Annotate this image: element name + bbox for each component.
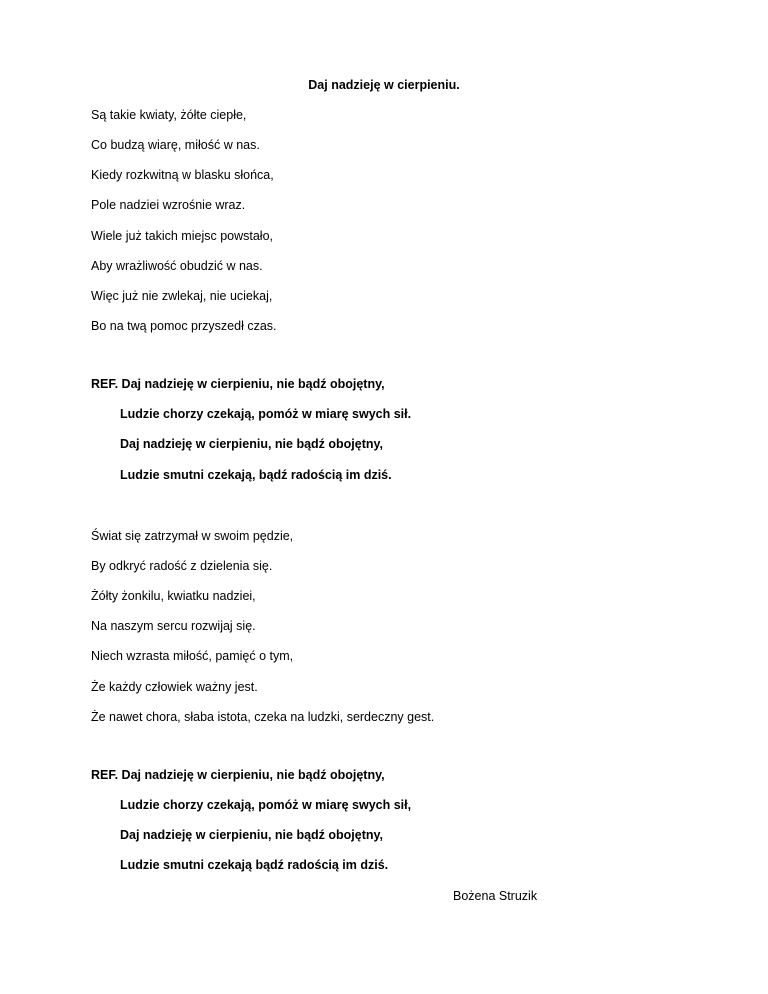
refrain2-line-3: Daj nadzieję w cierpieniu, nie bądź obojętny,	[120, 828, 384, 842]
verse2-line-2: By odkryć radość z dzielenia się.	[91, 559, 273, 573]
verse1-line-3: Kiedy rozkwitną w blasku słońca,	[91, 168, 274, 182]
verse1-line-6: Aby wrażliwość obudzić w nas.	[91, 259, 263, 273]
verse2-line-1: Świat się zatrzymał w swoim pędzie,	[91, 529, 294, 543]
refrain1-line-1: REF. Daj nadzieję w cierpieniu, nie bądź obojętny,	[91, 377, 385, 391]
verse1-line-1: Są takie kwiaty, żółte ciepłe,	[91, 108, 247, 122]
verse2-line-3: Żółty żonkilu, kwiatku nadziei,	[91, 589, 256, 603]
refrain2-line-4: Ludzie smutni czekają bądź radością im dziś.	[120, 858, 389, 872]
verse1-line-2: Co budzą wiarę, miłość w nas.	[91, 138, 260, 152]
refrain2-line-1: REF. Daj nadzieję w cierpieniu, nie bądź obojętny,	[91, 768, 385, 782]
verse2-line-5: Niech wzrasta miłość, pamięć o tym,	[91, 649, 294, 663]
verse1-line-8: Bo na twą pomoc przyszedł czas.	[91, 319, 277, 333]
verse1-line-7: Więc już nie zwlekaj, nie uciekaj,	[91, 289, 273, 303]
refrain2-line-2: Ludzie chorzy czekają, pomóż w miarę swych sił,	[120, 798, 412, 812]
verse2-line-6: Że każdy człowiek ważny jest.	[91, 680, 258, 694]
verse1-line-5: Wiele już takich miejsc powstało,	[91, 229, 274, 243]
poem-title: Daj nadzieję w cierpieniu.	[308, 78, 460, 92]
refrain1-line-2: Ludzie chorzy czekają, pomóż w miarę swych sił.	[120, 407, 412, 421]
refrain1-line-4: Ludzie smutni czekają, bądź radością im dziś.	[120, 468, 392, 482]
refrain1-line-3: Daj nadzieję w cierpieniu, nie bądź obojętny,	[120, 437, 384, 451]
verse1-line-4: Pole nadziei wzrośnie wraz.	[91, 198, 246, 212]
verse2-line-7: Że nawet chora, słaba istota, czeka na ludzki, serdeczny gest.	[91, 710, 435, 724]
poem-author: Bożena Struzik	[453, 889, 538, 903]
verse2-line-4: Na naszym sercu rozwijaj się.	[91, 619, 256, 633]
